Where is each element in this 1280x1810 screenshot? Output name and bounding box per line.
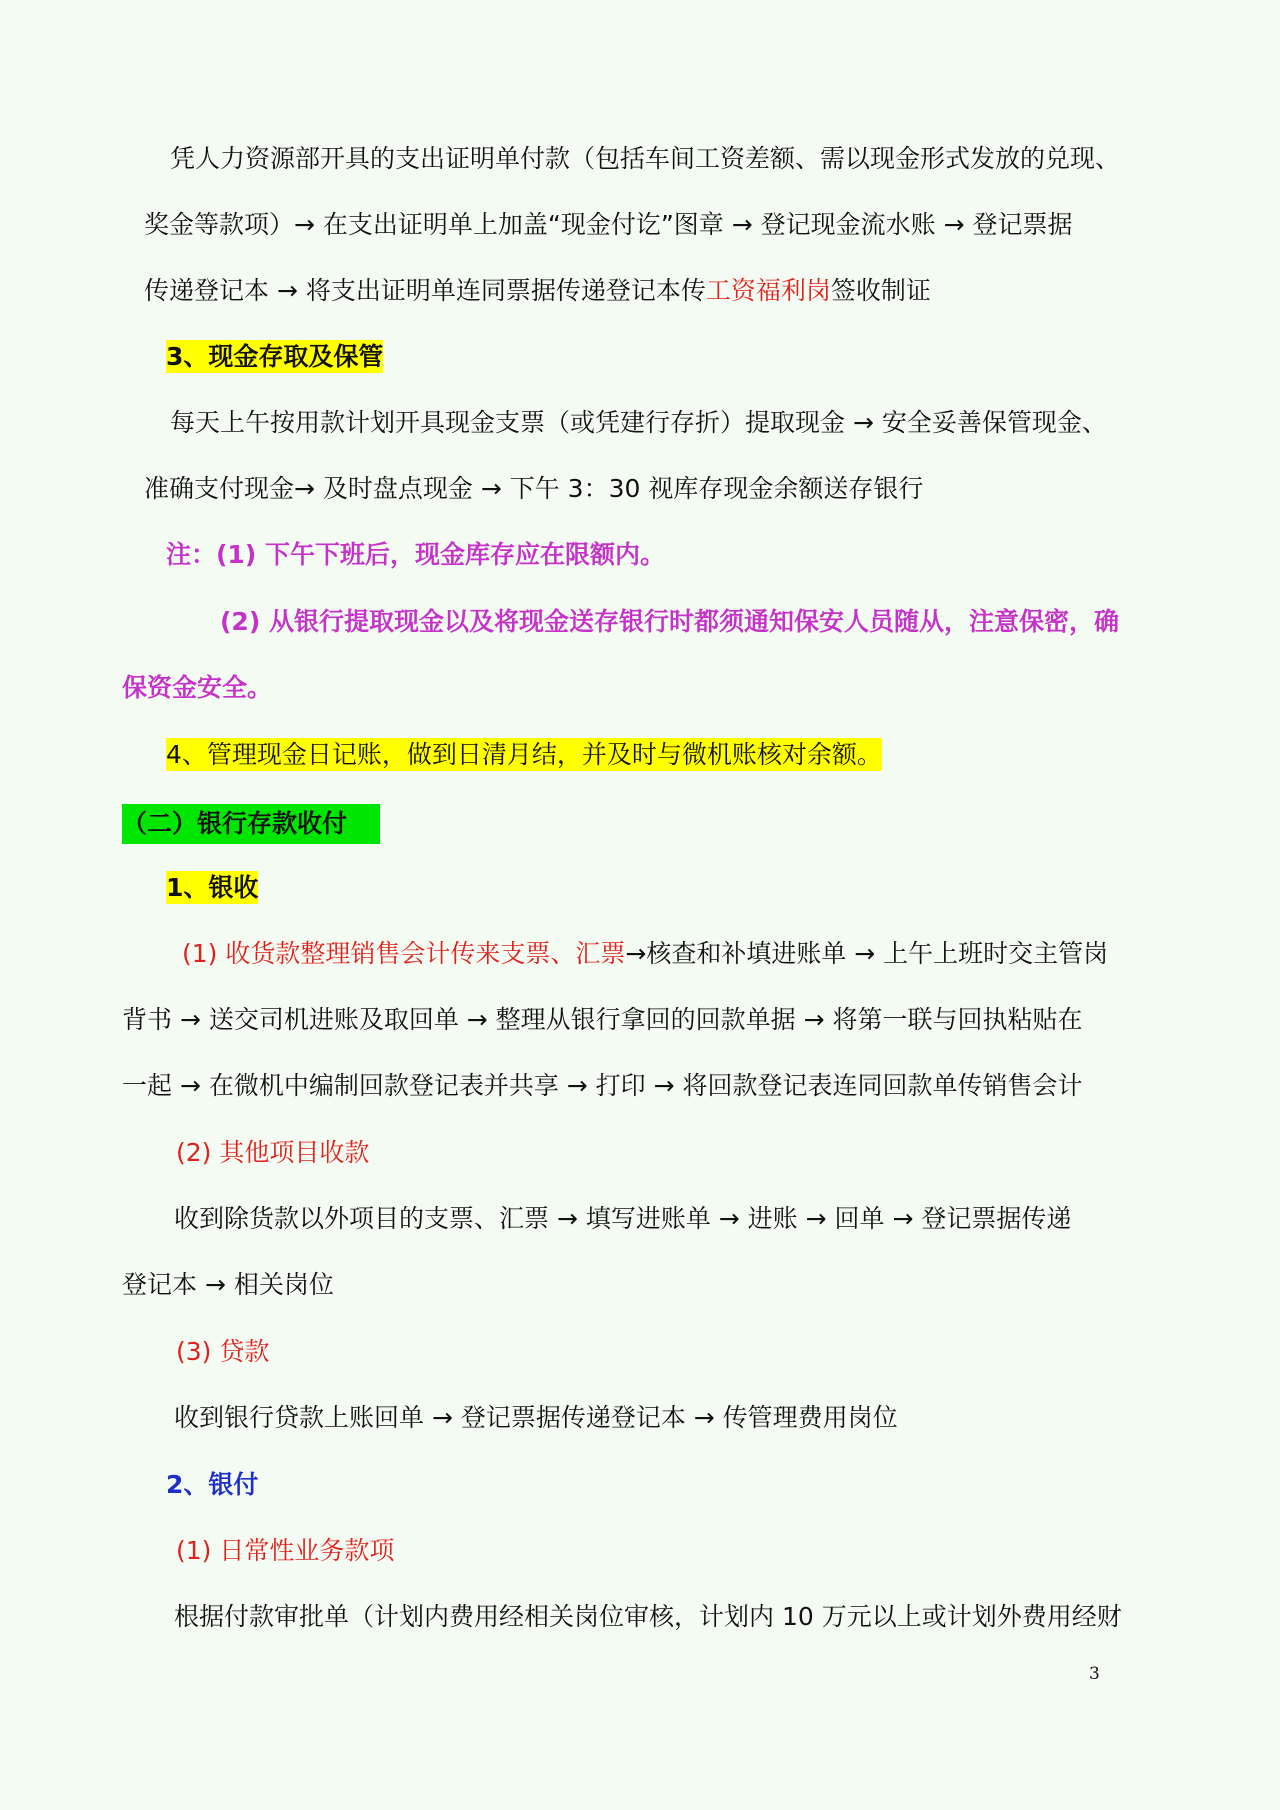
- paragraph-line: [0, 1003, 1280, 1037]
- note-text: (2) 从银行提取现金以及将现金送存银行时都须通知保安人员随从，注意保密，确: [220, 607, 1119, 636]
- text-run: →核查和补填进账单 → 上午上班时交主管岗: [625, 939, 1109, 968]
- text-run: 登记本 → 相关岗位: [122, 1270, 334, 1299]
- text-run: 传递登记本 → 将支出证明单连同票据传递登记本传: [144, 276, 706, 305]
- subsection-heading: [0, 871, 1280, 905]
- paragraph-line: [0, 1069, 1280, 1103]
- subitem-heading: [0, 1136, 1280, 1170]
- subitem-text: (3) 贷款: [176, 1337, 270, 1366]
- heading-text: （二）银行存款收付: [122, 804, 380, 844]
- note-line: [0, 538, 1280, 572]
- paragraph-line: [0, 142, 1280, 176]
- paragraph-line: [0, 274, 1280, 308]
- subitem-text: (2) 其他项目收款: [176, 1138, 370, 1167]
- subsection-heading: [0, 1468, 1280, 1502]
- subitem-heading: [0, 1534, 1280, 1568]
- text-run-red: (1) 收货款整理销售会计传来支票、汇票: [182, 939, 626, 968]
- paragraph-line: [0, 1401, 1280, 1435]
- heading-text: 3、现金存取及保管: [166, 342, 384, 371]
- heading-text: 2、银付: [166, 1470, 259, 1499]
- text-run: 一起 → 在微机中编制回款登记表并共享 → 打印 → 将回款登记表连同回款单传销售会计: [122, 1071, 1083, 1100]
- note-line: [0, 605, 1280, 639]
- subitem-text: (1) 日常性业务款项: [176, 1536, 395, 1565]
- paragraph-line: [0, 472, 1280, 506]
- heading-text: 1、银收: [166, 873, 259, 902]
- note-text: 保资金安全。: [122, 673, 273, 702]
- section-heading: [0, 340, 1280, 374]
- paragraph-line: [0, 208, 1280, 242]
- text-run: 凭人力资源部开具的支出证明单付款（包括车间工资差额、需以现金形式发放的兑现、: [170, 144, 1121, 173]
- paragraph-line: [0, 406, 1280, 440]
- text-run: 签收制证: [830, 276, 931, 305]
- text-run: 收到除货款以外项目的支票、汇票 → 填写进账单 → 进账 → 回单 → 登记票据传递: [174, 1204, 1072, 1233]
- paragraph-line: [0, 1268, 1280, 1302]
- text-run: 收到银行贷款上账回单 → 登记票据传递登记本 → 传管理费用岗位: [174, 1403, 898, 1432]
- highlighted-line: [0, 738, 1280, 772]
- text-run: 奖金等款项）→ 在支出证明单上加盖“现金付讫”图章 → 登记现金流水账 → 登记票据: [144, 210, 1073, 239]
- note-text: 注：(1) 下午下班后，现金库存应在限额内。: [166, 540, 665, 569]
- text-run: 根据付款审批单（计划内费用经相关岗位审核，计划内 10 万元以上或计划外费用经财: [174, 1602, 1122, 1631]
- paragraph-line: [0, 1202, 1280, 1236]
- page-number: 3: [1089, 1664, 1100, 1684]
- note-line: [0, 671, 1280, 705]
- text-run-red: 工资福利岗: [705, 276, 831, 305]
- paragraph-line: [0, 937, 1280, 971]
- paragraph-line: [0, 1600, 1280, 1634]
- section-heading: [0, 804, 1280, 844]
- text-run: 每天上午按用款计划开具现金支票（或凭建行存折）提取现金 → 安全妥善保管现金、: [170, 408, 1107, 437]
- highlighted-text: 4、管理现金日记账，做到日清月结，并及时与微机账核对余额。: [166, 740, 882, 769]
- text-run: 背书 → 送交司机进账及取回单 → 整理从银行拿回的回款单据 → 将第一联与回执粘贴在: [122, 1005, 1083, 1034]
- text-run: 准确支付现金→ 及时盘点现金 → 下午 3：30 视库存现金余额送存银行: [144, 474, 924, 503]
- subitem-heading: [0, 1335, 1280, 1369]
